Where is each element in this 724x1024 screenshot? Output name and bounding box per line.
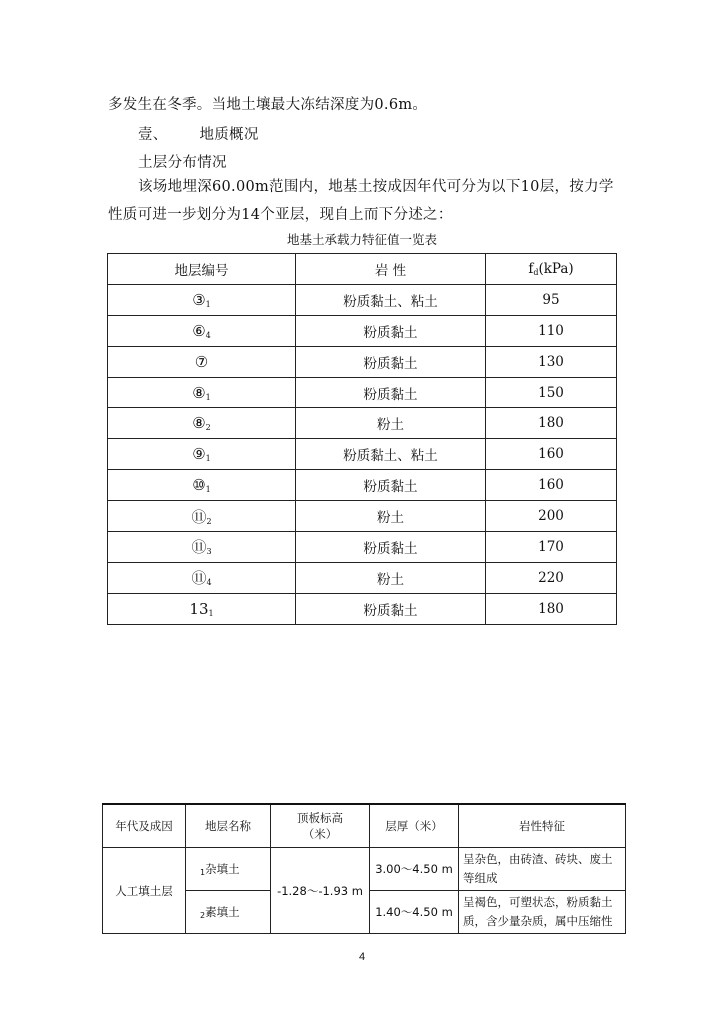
paragraph-line-5: 性质可进一步划分为14个亚层，现自上而下分述之： (108, 207, 453, 223)
rock-cell: 粉质黏土 (296, 532, 486, 563)
stratum-description-table (102, 803, 626, 934)
table1-caption: 地基土承载力特征值一览表 (286, 232, 437, 247)
fd-cell: 180 (486, 408, 617, 439)
header-name: 地层名称 (186, 804, 271, 848)
section-title: 地质概况 (199, 127, 259, 143)
table1-row (108, 532, 617, 563)
fd-cell: 130 (486, 346, 617, 377)
era-cell: 人工填土层 (103, 848, 186, 934)
table1-row (108, 284, 617, 315)
table2-row (103, 848, 626, 891)
table1-row (108, 470, 617, 501)
layer-number-cell: $⑧_2$ (108, 408, 296, 439)
rock-cell: 粉质黏土 (296, 593, 486, 624)
rock-cell: 粉质黏土、粘土 (296, 439, 486, 470)
header-era: 年代及成因 (103, 804, 186, 848)
fd-cell: 160 (486, 470, 617, 501)
paragraph-line-1: 多发生在冬季。当地土壤最大冻结深度为0.6m。 (108, 97, 428, 113)
fd-cell: 95 (486, 284, 617, 315)
table1-row (108, 593, 617, 624)
fd-cell: 150 (486, 377, 617, 408)
table1-row (108, 315, 617, 346)
feature-cell: 呈褐色，可塑状态，粉质黏土质，含少量杂质，属中压缩性 (459, 891, 626, 934)
layer-number-cell: $⑥_4$ (108, 315, 296, 346)
layer-number-cell: $⑧_1$ (108, 377, 296, 408)
fd-cell: 170 (486, 532, 617, 563)
fd-cell: 160 (486, 439, 617, 470)
layer-number-cell: $13_1$ (108, 593, 296, 624)
table1-row (108, 346, 617, 377)
header-fd: $f_d(kPa)$ (486, 254, 617, 285)
layer-number-cell: ⑦ (108, 346, 296, 377)
name-cell: $_1$杂填土 (186, 848, 271, 891)
rock-cell: 粉土 (296, 501, 486, 532)
rock-cell: 粉土 (296, 408, 486, 439)
thickness-cell: 1.40～4.50 m (370, 891, 459, 934)
top-elevation-cell: -1.28～-1.93 m (271, 848, 370, 934)
header-top: 顶板标高 （米） (271, 804, 370, 848)
layer-number-cell: $⑪_2$ (108, 501, 296, 532)
layer-number-cell: $⑩_1$ (108, 470, 296, 501)
table1-header-row (108, 254, 617, 285)
rock-cell: 粉质黏土、粘土 (296, 284, 486, 315)
paragraph-line-4: 该场地埋深60.00m范围内，地基土按成因年代可分为以下10层，按力学 (138, 179, 614, 195)
table1-row (108, 501, 617, 532)
fd-cell: 110 (486, 315, 617, 346)
rock-cell: 粉质黏土 (296, 470, 486, 501)
section-number: 壹、 (138, 127, 168, 143)
header-feature: 岩性特征 (459, 804, 626, 848)
name-cell: $_2$素填土 (186, 891, 271, 934)
section-heading (138, 123, 259, 144)
rock-cell: 粉土 (296, 562, 486, 593)
layer-number-cell: $⑪_3$ (108, 532, 296, 563)
rock-cell: 粉质黏土 (296, 377, 486, 408)
table1-row (108, 562, 617, 593)
subsection-title: 土层分布情况 (138, 155, 227, 171)
page-number: 4 (358, 951, 366, 963)
fd-cell: 180 (486, 593, 617, 624)
thickness-cell: 3.00～4.50 m (370, 848, 459, 891)
layer-number-cell: $③_1$ (108, 284, 296, 315)
table1-row (108, 408, 617, 439)
bearing-capacity-table (107, 253, 617, 625)
table2-header-row (103, 804, 626, 848)
table1-row (108, 439, 617, 470)
layer-number-cell: $⑪_4$ (108, 562, 296, 593)
rock-cell: 粉质黏土 (296, 346, 486, 377)
header-rock: 岩 性 (296, 254, 486, 285)
layer-number-cell: $⑨_1$ (108, 439, 296, 470)
header-thickness: 层厚（米） (370, 804, 459, 848)
feature-cell: 呈杂色，由砖渣、砖块、废土等组成 (459, 848, 626, 891)
rock-cell: 粉质黏土 (296, 315, 486, 346)
table1-row (108, 377, 617, 408)
fd-cell: 200 (486, 501, 617, 532)
fd-cell: 220 (486, 562, 617, 593)
header-layer: 地层编号 (108, 254, 296, 285)
